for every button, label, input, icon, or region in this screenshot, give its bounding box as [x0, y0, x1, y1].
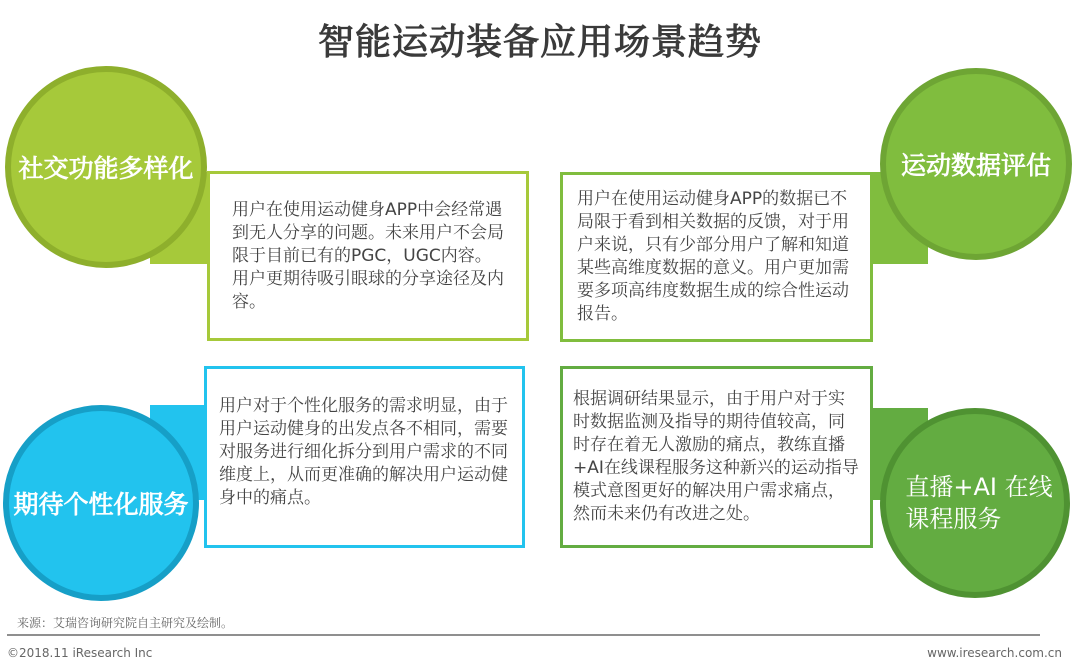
- description-box-social: [207, 171, 529, 341]
- description-social: 用户在使用运动健身APP中会经常遇到无人分享的问题。未来用户不会局限于目前已有的PGC，UGC内容。用户更期待吸引眼球的分享途径及内容。: [232, 199, 504, 312]
- source-note: 来源：艾瑞咨询研究院自主研究及绘制。: [17, 616, 234, 630]
- circle-label-data-eval: 运动数据评估: [900, 151, 1051, 180]
- description-personal: 用户对于个性化服务的需求明显，由于用户运动健身的出发点各不相同，需要对服务进行细化拆分到用户需求的不同维度上，从而更准确的解决用户运动健身中的痛点。: [219, 395, 508, 508]
- description-box-personal: [204, 366, 525, 548]
- circle-data-eval: [880, 68, 1072, 260]
- circle-personal: [3, 405, 199, 601]
- page-title: 智能运动装备应用场景趋势: [317, 22, 762, 63]
- copyright: ©2018.11 iResearch Inc: [7, 646, 153, 660]
- description-data-eval: 用户在使用运动健身APP的数据已不局限于看到相关数据的反馈，对于用户来说，只有少部分用户了解和知道某些高维度数据的意义。用户更加需要多项高纬度数据生成的综合性运动报告。: [577, 189, 849, 324]
- circle-label-social: 社交功能多样化: [18, 154, 194, 183]
- circle-social: [5, 66, 207, 268]
- circle-live-ai: [880, 408, 1070, 598]
- description-box-data-eval: [560, 172, 873, 342]
- website-url: www.iresearch.com.cn: [927, 646, 1062, 660]
- footer-divider: [7, 634, 1040, 636]
- circle-label-live-ai-line1: 直播+AI 在线: [905, 473, 1053, 501]
- circle-label-personal: 期待个性化服务: [13, 490, 189, 519]
- description-box-live-ai: [560, 366, 873, 548]
- description-live-ai: 根据调研结果显示，由于用户对于实时数据监测及指导的期待值较高，同时存在着无人激励的痛点，教练直播+AI在线课程服务这种新兴的运动指导模式意图更好的解决用户需求痛点，然而未来仍有改进之处。: [573, 389, 859, 524]
- circle-label-live-ai-line2: 课程服务: [905, 505, 1002, 533]
